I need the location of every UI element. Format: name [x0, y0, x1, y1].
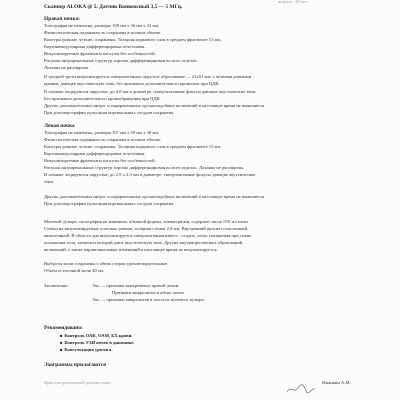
right-kidney-line: Других дополнительных интра- и параренальных органоподобных включений в настоящее время не выявляется.	[44, 103, 266, 108]
conclusion-label: Заключение:	[44, 283, 69, 288]
left-kidney-line: В лоханке лоцируются округлые, до 2,9 х 2,3 мм в диаметре, гиперэхогенные фокусы дающие акустические	[44, 172, 256, 177]
left-kidney-line: Контуры ровные, четкие, сохранены. Толщина коркового слоя в среднем фрагменте 15 мм.	[44, 144, 222, 149]
signature-scribble	[286, 383, 316, 395]
right-kidney-line: При допплерографии пульсация кортикальных сосудов сохранена.	[44, 110, 175, 115]
left-kidney-line: Физиологическая подвижность сохранена в полном объеме.	[44, 137, 162, 142]
bladder-line: анэхогенный. В области дна визуализируется гиперэхогенная взвесь - осадок, легко смещаемая при смене	[44, 233, 252, 238]
bladder-line: включений, а также паравезикальных изменений в настоящее время не визуализируется.	[44, 247, 218, 252]
right-kidney-line: Без признаков дополнительного кровообращения при ЦДК.	[44, 96, 161, 101]
conclusion-line: Эхо — признаки микролитов в полости мочевого пузыря.	[92, 297, 205, 302]
right-kidney-line: В средней трети визуализируется гиперэхогенное округлое образование — 21х51 мм, с четкими ровными	[44, 74, 252, 79]
bladder-line: Мочевой пузырь: топография не изменена, обычной формы, симметричен, содержит около 670 мл мочи.	[44, 219, 249, 224]
right-kidney-line: Контуры ровные, четкие, сохранены. Толщина коркового слоя в среднем фрагменте 13 мм.	[44, 37, 222, 42]
recommendation-item: ■ Консультация уролога.	[60, 347, 113, 353]
right-kidney-line: краями, дающее акустическую тень, без признаков дополнительного кровотока при ЦДК.	[44, 81, 220, 86]
conclusion-line: Эхо — признаки конкремента правой почки.	[92, 283, 180, 288]
bladder-line: Выбросы мочи сохранены с обеих сторон удовлетворительные.	[44, 261, 169, 266]
recommendation-item: ■ Контроль ОАК, ОАМ, БХ крови.	[60, 333, 132, 339]
patient-age: возраст: 28 лет.	[278, 0, 308, 4]
bladder-line: положения тела, элементы которой дают акустическую тень. Других внутрипросветных образований,	[44, 240, 244, 245]
doctor-name: Иманкин А.М.	[322, 380, 351, 385]
left-kidney-line: Других дополнительных интра- и параренальных органоподобных включений в настоящее время не выявляется.	[44, 194, 266, 199]
left-kidney-line: тени.	[44, 179, 55, 184]
left-kidney-line: Кортикомедуллярная дифференцировка отчетливая.	[44, 151, 146, 156]
left-kidney-line: Топография не изменена, размеры 107 мм х 39 мм х 30 мм.	[44, 130, 160, 135]
scanner-info: Сканнер ALOKA @ 5. Датчик Конвексный 3,5 — 5 МГц.	[44, 4, 183, 10]
recommendations-title: Рекомендовано:	[44, 325, 83, 331]
right-kidney-line: Рисунок интраренальных структур хорошо дифференцирован во всех отделах.	[44, 58, 198, 63]
bladder-line: Объем остаточной мочи 40 мл.	[44, 268, 105, 273]
left-kidney-line: Рисунок интраренальных структур хорошо дифференцирован во всех отделах. Лоханка не расширена.	[44, 165, 245, 170]
right-kidney-line: В лоханке лоцируются округлые, до 4,0 мм в диаметре, гиперэхогенные фокусы дающие акустические тени.	[44, 89, 257, 94]
right-kidney-line: Лоханка не расширена.	[44, 65, 90, 70]
left-kidney-title: Левая почка	[44, 123, 75, 129]
right-kidney-title: Правая почка:	[44, 16, 80, 22]
bladder-line: Стенка на визуализируемых участках ровная, толщина стенки 2,8 мм. Внутренний просвет гомогенный,	[44, 226, 249, 231]
echograms-note: Эхограммы прилагаются	[44, 362, 107, 368]
right-kidney-line: Физиологическая подвижность сохранена в полном объеме.	[44, 30, 162, 35]
conclusion-line: Признаки микролитов в обеих почек.	[112, 290, 185, 295]
doctor-title: Врач ультразвуковой диагностики	[44, 380, 111, 385]
right-kidney-line: Топография не изменена, размеры 108 мм х 36 мм х 32 мм.	[44, 23, 160, 28]
recommendation-item: ■ Контроль УЗИ почек в динамике.	[60, 340, 134, 346]
left-kidney-line: Визуализируемые фрагменты капсулы без особенностей.	[44, 158, 156, 163]
right-kidney-line: Кортикомедуллярная дифференцировка отчетливая.	[44, 44, 146, 49]
right-kidney-line: Визуализируемые фрагменты капсулы без особенностей.	[44, 51, 156, 56]
left-kidney-line: При допплерографии пульсация кортикальных сосудов сохранена.	[44, 201, 175, 206]
